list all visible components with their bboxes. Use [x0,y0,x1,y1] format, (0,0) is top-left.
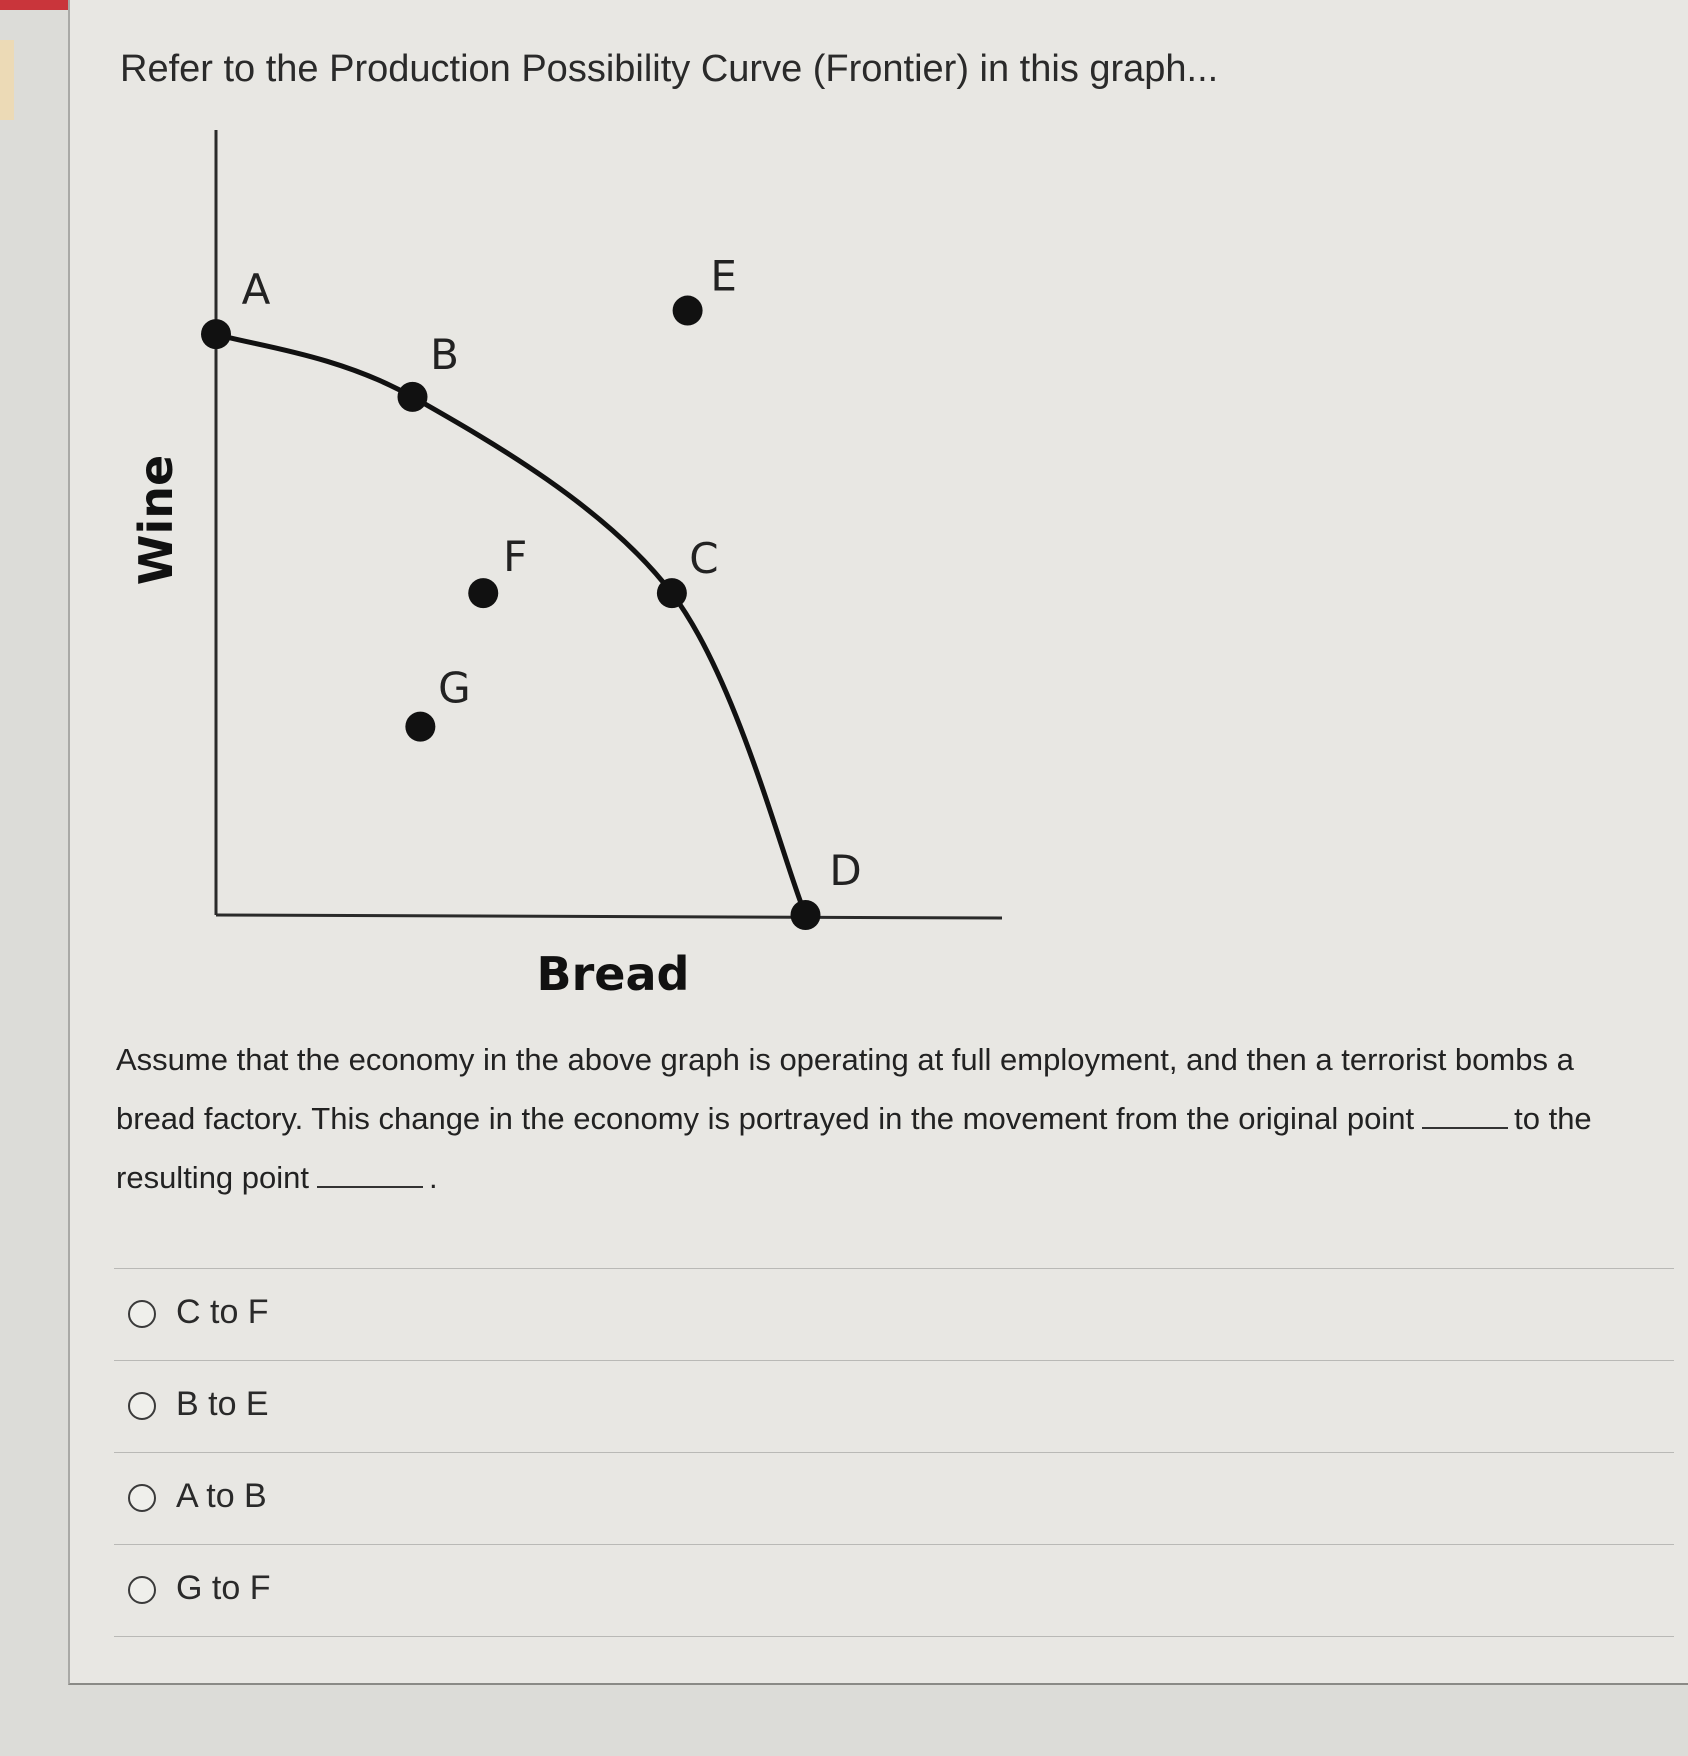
point-g-marker [405,712,435,742]
x-axis-label: Bread [536,947,690,1000]
y-axis-label: Wine [129,454,183,586]
ppc-curve [216,334,806,915]
option-label: C to F [176,1293,269,1331]
point-f-marker [468,578,498,608]
radio-button[interactable] [128,1484,156,1512]
radio-button[interactable] [128,1392,156,1420]
question-body [116,1030,1636,1207]
point-d-label: D [829,846,862,895]
point-d-marker [791,900,821,930]
radio-button[interactable] [128,1300,156,1328]
question-body-part1: Assume that the economy in the above graph is operating at full employment, and then a terrorist bombs a bread factory. This change in the economy is portrayed in the movement from the original point [116,1042,1574,1136]
option-label: A to B [176,1477,267,1515]
question-title: Refer to the Production Possibility Curve (Frontier) in this graph... [120,48,1219,90]
question-body-part2: to the resulting point [116,1101,1592,1195]
point-g-label: G [438,663,471,713]
point-e-marker [673,296,703,326]
resulting-point-blank [317,1185,423,1188]
point-c-marker [657,578,687,608]
point-b-marker [398,382,428,412]
point-b-label: B [430,329,459,379]
radio-button[interactable] [128,1576,156,1604]
answer-options [114,1268,1674,1638]
x-axis [216,915,1002,918]
point-e-label: E [710,251,737,301]
point-a-label: A [241,265,271,315]
point-a-marker [201,319,231,349]
options-divider [114,1636,1674,1638]
original-point-blank [1422,1126,1508,1129]
option-label: B to E [176,1385,269,1423]
point-c-label: C [689,534,719,584]
option-label: G to F [176,1569,271,1607]
option-c-to-f[interactable] [114,1268,1674,1360]
option-g-to-f[interactable] [114,1544,1674,1636]
point-f-label: F [503,532,528,582]
question-body-end: . [429,1160,438,1195]
option-b-to-e[interactable] [114,1360,1674,1452]
option-a-to-b[interactable] [114,1452,1674,1544]
ppc-chart [110,120,1030,1000]
edge-glare [0,40,14,120]
